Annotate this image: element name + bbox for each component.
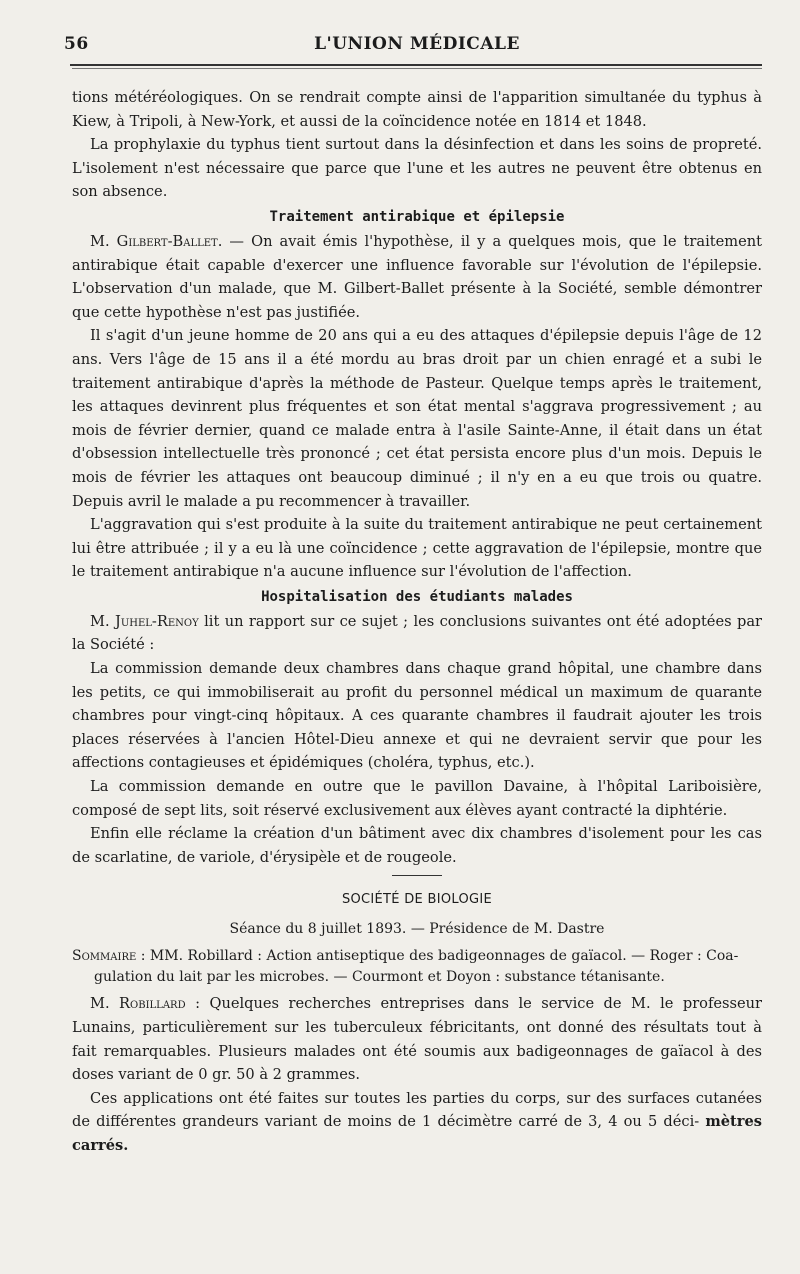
- section2-paragraph-1-text: lit un rapport sur ce sujet ; les conclusions suivantes ont été adoptées par la Société :: [72, 612, 762, 654]
- society-paragraph-1-text: : Quelques recherches entreprises dans le service de M. le professeur Lunains, particulièrement sur les tuberculeux fébricitants, ont donné des résultats tout à fait remarquables. Plusieurs malades ont été soumis aux badigeonnages de gaïacol à des doses variant de 0 gr. 50 à 2 grammes.: [72, 995, 762, 1084]
- society-paragraph-2-text: Ces applications ont été faites sur toutes les parties du corps, sur des surfaces cutanées de différentes grandeurs variant de moins de 1 décimètre carré de 3, 4 ou 5 déci-: [72, 1089, 762, 1131]
- summary-block: [72, 946, 762, 988]
- society-title: SOCIÉTÉ DE BIOLOGIE: [341, 892, 493, 908]
- author-juhel-renoy: M. Juhel-Renoy: [90, 612, 199, 630]
- section2-paragraph-4: Enfin elle réclame la création d'un bâtiment avec dix chambres d'isolement pour les cas de scarlatine, de variole, d'érysipèle et de rougeole.: [72, 825, 762, 866]
- section2-paragraph-1: [72, 610, 762, 657]
- session-line: Séance du 8 juillet 1893. — Présidence de M. Dastre: [229, 921, 605, 938]
- section2-paragraph-2: La commission demande deux chambres dans chaque grand hôpital, une chambre dans les petits, ce qui immobiliserait au profit du personnel médical un maximum de quarante chambres pour vingt-cinq hôpitaux. A ces quarante chambres il faudrait ajouter les trois places réservées à l'ancien Hôtel-Dieu annexe et qui ne devraient servir que pour les affections contagieuses et épidémiques (choléra, typhus, etc.).: [72, 660, 762, 772]
- page-number: 56: [64, 34, 89, 54]
- header-rule: [70, 64, 762, 66]
- journal-title: L'UNION MÉDICALE: [314, 34, 520, 54]
- author-robillard: M. Robillard: [90, 995, 186, 1013]
- section-title-hospitalisation: Hospitalisation des étudiants malades: [261, 588, 573, 605]
- section1-paragraph-3: L'aggravation qui s'est produite à la suite du traitement antirabique ne peut certainement lui être attribuée ; il y a eu là une coïncidence ; cette aggravation de l'épilepsie, montre que le traitement antirabique n'a aucune influence sur l'évolution de l'affection.: [72, 516, 762, 581]
- intro-paragraph-2: La prophylaxie du typhus tient surtout dans la désinfection et dans les soins de propreté. L'isolement n'est nécessaire que parce que l'une et les autres ne peuvent être obtenus en son absence.: [72, 136, 762, 201]
- society-paragraph-2: [72, 1087, 762, 1158]
- section1-paragraph-2: Il s'agit d'un jeune homme de 20 ans qui a eu des attaques d'épilepsie depuis l'âge de 12 ans. Vers l'âge de 15 ans il a été mordu au bras droit par un chien enragé et a subi le traitement antirabique d'après la méthode de Pasteur. Quelque temps après le traitement, les attaques devinrent plus fréquentes et son état mental s'aggrava progressivement ; au mois de février dernier, quand ce malade entra à l'asile Sainte-Anne, il était dans un état d'obsession intellectuelle très prononcé ; cet état persista encore plus d'un mois. Depuis le mois de février les attaques ont beaucoup diminué ; il n'y en a eu que trois ou quatre. Depuis avril le malade a pu recommencer à travailler.: [72, 327, 762, 510]
- section2-paragraph-3: La commission demande en outre que le pavillon Davaine, à l'hôpital Lariboisière, composé de sept lits, soit réservé exclusivement aux élèves ayant contracté la diphtérie.: [72, 778, 762, 819]
- header-rule-thin: [72, 68, 762, 69]
- section-divider: [392, 875, 442, 876]
- society-paragraph-1: [72, 992, 762, 1086]
- summary-line-1: : MM. Robillard : Action antiseptique des badigeonnages de gaïacol. — Roger : Coa-: [136, 948, 739, 965]
- summary-label: Sommaire: [72, 948, 137, 965]
- society-paragraph-2-end: mètres carrés.: [72, 1113, 762, 1154]
- summary-line-2: gulation du lait par les microbes. — Courmont et Doyon : substance tétanisante.: [94, 969, 665, 986]
- author-gilbert-ballet: M. Gilbert-Ballet.: [90, 232, 223, 250]
- running-head: [64, 28, 762, 64]
- section-title-antirabique: Traitement antirabique et épilepsie: [269, 208, 565, 225]
- intro-paragraph-1: tions météréologiques. On se rendrait compte ainsi de l'apparition simultanée du typhus à Kiew, à Tripoli, à New-York, et aussi de la coïncidence notée en 1814 et 1848.: [72, 89, 762, 130]
- section1-paragraph-1: [72, 230, 762, 324]
- body-text: [72, 86, 762, 1158]
- section1-paragraph-1-text: — On avait émis l'hypothèse, il y a quelques mois, que le traitement antirabique était capable d'exercer une influence favorable sur l'évolution de l'épilepsie. L'observation d'un malade, que M. Gilbert-Ballet présente à la Société, semble démontrer que cette hypothèse n'est pas justifiée.: [72, 232, 762, 321]
